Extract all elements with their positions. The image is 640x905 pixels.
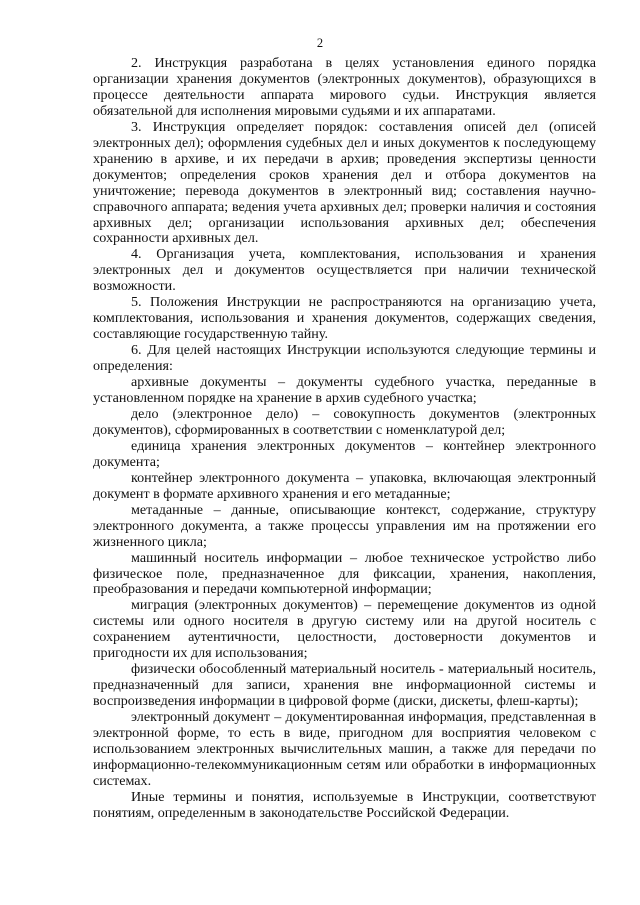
- paragraph-item-6: 6. Для целей настоящих Инструкции используются следующие термины и определения:: [93, 342, 596, 375]
- definition-electronic-document: электронный документ – документированная информация, представленная в электронной форме, то есть в виде, пригодном для восприятия человеком с использованием электронных вычислительных машин, а также для передачи по информационно-телекоммуникационным сетям или обработки в информационных системах.: [93, 709, 596, 789]
- paragraph-item-4: 4. Организация учета, комплектования, использования и хранения электронных дел и документов осуществляется при наличии технической возможности.: [93, 246, 596, 295]
- definition-machine-medium: машинный носитель информации – любое техническое устройство либо физическое поле, предназначенное для фиксации, хранения, накопления, преобразования и передачи компьютерной информации;: [93, 549, 596, 598]
- definition-metadata: метаданные – данные, описывающие контекст, содержание, структуру электронного документа, а также процессы управления им на протяжении его жизненного цикла;: [93, 501, 596, 550]
- definition-storage-unit: единица хранения электронных документов – контейнер электронного документа;: [93, 437, 596, 470]
- definition-migration: миграция (электронных документов) – перемещение документов из одной системы или одного носителя в другую систему или на другой носитель с сохранением аутентичности, целостности, достоверности документов и пригодности их для использования;: [93, 597, 596, 662]
- definition-archival-documents: архивные документы – документы судебного участка, переданные в установленном порядке на хранение в архив судебного участка;: [93, 374, 596, 407]
- paragraph-item-3: 3. Инструкция определяет порядок: составления описей дел (описей электронных дел); оформления судебных дел и иных документов к последующему хранению в архиве, и их передачи в архив; проведения экспертизы ценности документов; определения сроков хранения дел и отбора документов на уничтожение; перевода документов в электронный вид; составления научно-справочного аппарата; ведения учета архивных дел; проверки наличия и состояния архивных дел; организации использования архивных дел; обеспечения сохранности архивных дел.: [93, 118, 596, 247]
- paragraph-item-2: 2. Инструкция разработана в целях установления единого порядка организации хранения документов (электронных документов), образующихся в процессе деятельности аппарата мирового судьи. Инструкция является обязательной для исполнения мировыми судьями и их аппаратами.: [93, 55, 596, 119]
- paragraph-item-5: 5. Положения Инструкции не распространяются на организацию учета, комплектования, использования и хранения документов, содержащих сведения, составляющие государственную тайну.: [93, 294, 596, 343]
- document-body: [93, 56, 596, 822]
- definition-case-file: дело (электронное дело) – совокупность документов (электронных документов), сформированных в соответствии с номенклатурой дел;: [93, 405, 596, 438]
- closing-paragraph: Иные термины и понятия, используемые в Инструкции, соответствуют понятиям, определенным в законодательстве Российской Федерации.: [93, 788, 596, 821]
- page-number: 2: [316, 36, 324, 50]
- definition-document-container: контейнер электронного документа – упаковка, включающая электронный документ в формате архивного хранения и его метаданные;: [93, 469, 596, 502]
- definition-physical-medium: физически обособленный материальный носитель - материальный носитель, предназначенный для записи, хранения вне информационной системы и воспроизведения информации в цифровой форме (диски, дискеты, флеш-карты);: [93, 661, 596, 710]
